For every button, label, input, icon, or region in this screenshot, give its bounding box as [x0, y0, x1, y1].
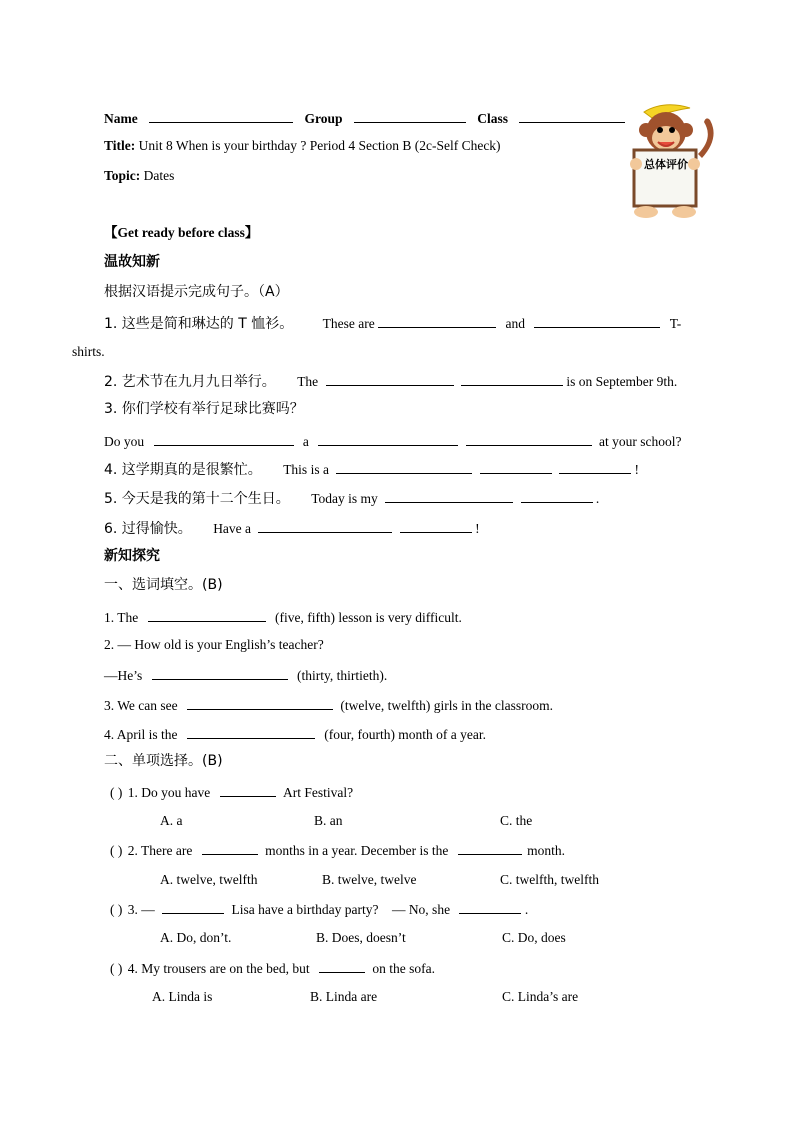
topic-text: Dates [143, 168, 175, 183]
mc-q4-option-c[interactable]: C. Linda’s are [502, 989, 579, 1004]
p1-q3-text-a: 3. We can see [104, 698, 178, 713]
part2-title: 二、单项选择。(B) [104, 753, 223, 769]
q1-text-b: and [505, 316, 525, 331]
explore-heading: 新知探究 [104, 548, 160, 564]
p1-q2-text-c: (thirty, thirtieth). [297, 668, 388, 683]
q4-prompt: 4. 这学期真的是很繁忙。 [104, 462, 262, 478]
mc-q3-answer-box[interactable]: ( ) [110, 902, 123, 917]
p1-q3-text-b: (twelve, twelfth) girls in the classroom. [340, 698, 553, 713]
review-instruction: 根据汉语提示完成句子。（A） [104, 284, 289, 300]
mc-q1-stem-a: 1. Do you have [127, 785, 211, 800]
q2-blank-2[interactable] [461, 371, 563, 386]
topic-label: Topic: [104, 168, 141, 183]
q3-blank-3[interactable] [466, 431, 592, 446]
name-label: Name [104, 111, 138, 126]
q2-blank-1[interactable] [326, 371, 454, 386]
review-q4 [104, 459, 639, 479]
topic-row [104, 167, 174, 185]
name-field[interactable] [149, 108, 293, 123]
p1-q1-text-b: (five, fifth) lesson is very difficult. [275, 610, 462, 625]
mc-q1-option-a[interactable]: A. a [160, 813, 183, 828]
q5-text-a: Today is my [311, 491, 378, 506]
name-row [104, 108, 625, 128]
mc-q2-blank-2[interactable] [458, 840, 522, 855]
mc-q2 [110, 840, 565, 860]
mc-q4-blank[interactable] [319, 958, 365, 973]
q4-blank-3[interactable] [559, 459, 631, 474]
section-get-ready: 【Get ready before class】 [104, 225, 259, 240]
review-q6 [104, 518, 480, 538]
mc-q2-answer-box[interactable]: ( ) [110, 843, 123, 858]
mc-q2-stem-b: months in a year. December is the [265, 843, 449, 858]
mc-q3-option-c[interactable]: C. Do, does [502, 930, 566, 945]
q2-prompt: 2. 艺术节在九月九日举行。 [104, 374, 276, 390]
evaluation-badge-text: 总体评价 [644, 158, 688, 171]
q6-blank-1[interactable] [258, 518, 392, 533]
class-field[interactable] [519, 108, 625, 123]
p1-q4-text-a: 4. April is the [104, 727, 178, 742]
mc-q3-stem-a: 3. — [127, 902, 155, 917]
review-q5 [104, 488, 599, 508]
title-text: Unit 8 When is your birthday ? Period 4 Section B (2c-Self Check) [138, 138, 501, 153]
q3-text-c: at your school? [599, 434, 682, 449]
q6-text-a: Have a [213, 521, 252, 536]
p1-q1-blank[interactable] [148, 607, 266, 622]
q3-prompt: 3. 你们学校有举行足球比赛吗？ [104, 401, 304, 417]
part1-q2-answer [104, 665, 387, 685]
q6-blank-2[interactable] [400, 518, 472, 533]
mc-q3-stem-b: Lisa have a birthday party? — No, she [231, 902, 451, 917]
p1-q4-blank[interactable] [187, 724, 315, 739]
mc-q2-stem-a: 2. There are [127, 843, 193, 858]
p1-q1-text-a: 1. The [104, 610, 139, 625]
mc-q3-blank-2[interactable] [459, 899, 521, 914]
q1-blank-2[interactable] [534, 313, 660, 328]
q4-blank-2[interactable] [480, 459, 552, 474]
q5-blank-1[interactable] [385, 488, 513, 503]
q6-text-b: ! [475, 521, 480, 536]
q4-blank-1[interactable] [336, 459, 472, 474]
mc-q2-stem-c: month. [527, 843, 566, 858]
mc-q1-answer-box[interactable]: ( ) [110, 785, 123, 800]
mc-q3-option-b[interactable]: B. Does, doesn’t [316, 930, 406, 945]
title-label: Title: [104, 138, 136, 153]
q1-prompt: 1. 这些是简和琳达的 T 恤衫。 [104, 316, 294, 332]
mc-q4 [110, 958, 435, 978]
mc-q2-option-c[interactable]: C. twelfth, twelfth [500, 872, 599, 887]
mc-q1-blank[interactable] [220, 782, 276, 797]
q1-blank-1[interactable] [378, 313, 496, 328]
q4-text-a: This is a [283, 462, 329, 477]
mc-q4-option-a[interactable]: A. Linda is [152, 989, 213, 1004]
title-row [104, 137, 501, 155]
mc-q2-blank-1[interactable] [202, 840, 258, 855]
review-q3 [104, 431, 681, 451]
mc-q4-stem-a: 4. My trousers are on the bed, but [127, 961, 310, 976]
mc-q4-option-b[interactable]: B. Linda are [310, 989, 378, 1004]
q3-blank-1[interactable] [154, 431, 294, 446]
q5-blank-2[interactable] [521, 488, 593, 503]
class-label: Class [477, 111, 509, 126]
mc-q1-option-c[interactable]: C. the [500, 813, 533, 828]
q5-text-b: . [595, 491, 600, 506]
q1-continued: shirts. [72, 344, 105, 359]
mc-q1-option-b[interactable]: B. an [314, 813, 343, 828]
mc-q1 [110, 782, 353, 802]
part1-q4 [104, 724, 486, 744]
part1-title: 一、选词填空。(B) [104, 577, 223, 593]
monkey-mascot-image [624, 98, 720, 222]
mc-q2-option-a[interactable]: A. twelve, twelfth [160, 872, 258, 887]
mc-q3-stem-c: . [524, 902, 529, 917]
q3-text-a: Do you [104, 434, 145, 449]
part1-q1 [104, 607, 462, 627]
p1-q4-text-b: (four, fourth) month of a year. [324, 727, 487, 742]
q1-text-a: These are [322, 316, 375, 331]
mc-q3-blank-1[interactable] [162, 899, 224, 914]
q1-text-c: T- [669, 316, 682, 331]
mc-q4-answer-box[interactable]: ( ) [110, 961, 123, 976]
q2-text-b: is on September 9th. [566, 374, 678, 389]
part1-q3 [104, 695, 553, 715]
group-field[interactable] [354, 108, 466, 123]
q2-text-a: The [297, 374, 319, 389]
q4-text-b: ! [634, 462, 639, 477]
review-q1 [104, 313, 681, 333]
mc-q2-option-b[interactable]: B. twelve, twelve [322, 872, 417, 887]
part1-q2-question: 2. — How old is your English’s teacher? [104, 637, 324, 652]
q6-prompt: 6. 过得愉快。 [104, 521, 192, 537]
q3-text-b: a [302, 434, 309, 449]
p1-q2-text-b: —He’s [104, 668, 143, 683]
mc-q3 [110, 899, 528, 919]
mc-q4-stem-b: on the sofa. [372, 961, 435, 976]
mc-q3-option-a[interactable]: A. Do, don’t. [160, 930, 232, 945]
q5-prompt: 5. 今天是我的第十二个生日。 [104, 491, 290, 507]
p1-q2-blank[interactable] [152, 665, 288, 680]
review-heading: 温故知新 [104, 254, 160, 270]
p1-q3-blank[interactable] [187, 695, 333, 710]
group-label: Group [304, 111, 343, 126]
q3-blank-2[interactable] [318, 431, 458, 446]
review-q2 [104, 371, 677, 391]
mc-q1-stem-b: Art Festival? [282, 785, 354, 800]
